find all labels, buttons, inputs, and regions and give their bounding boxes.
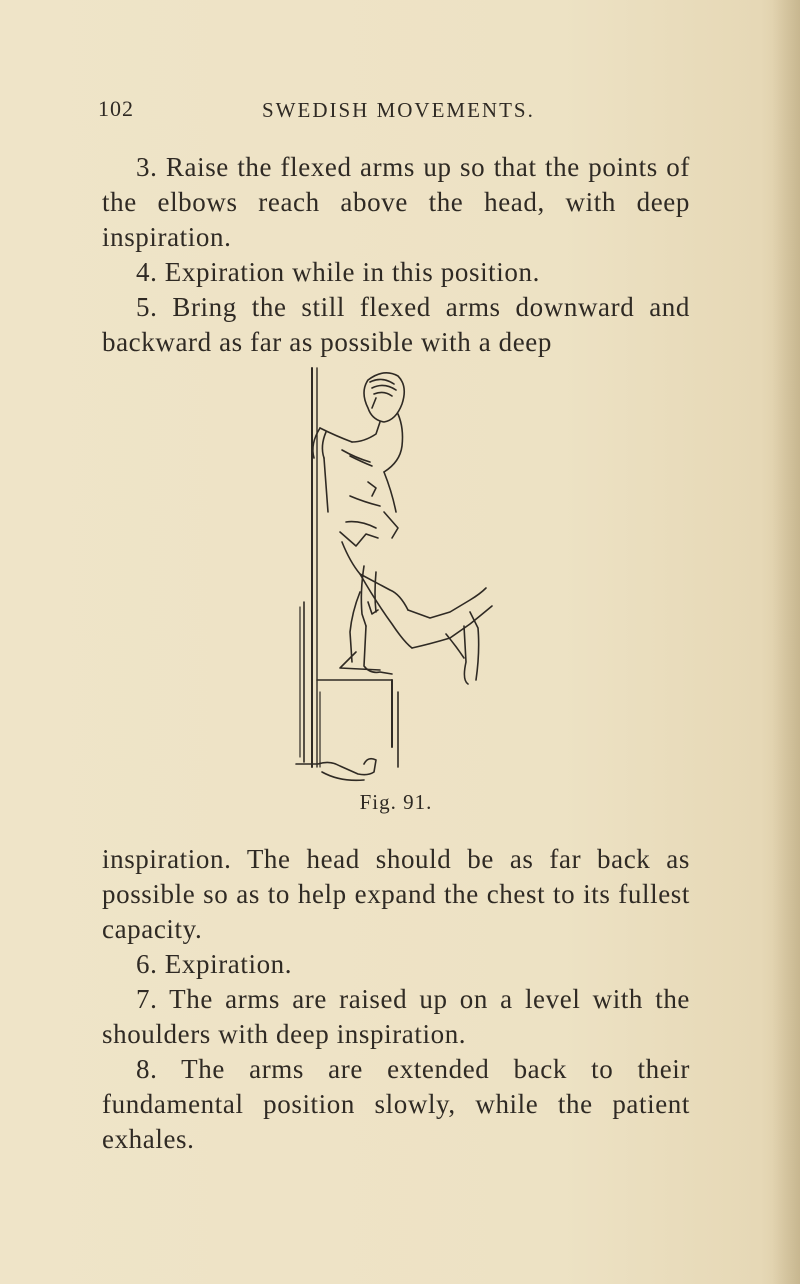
paragraph-step-6: 6. Expiration. [136, 949, 293, 979]
figure-caption [0, 790, 800, 815]
running-head: SWEDISH MOVEMENTS. [262, 98, 535, 122]
page-number: 102 [98, 96, 134, 121]
paragraph-step-3: 3. Raise the flexed arms up so that the points of the elbows reach above the head, with deep inspiration. [102, 152, 690, 252]
paragraph-continuation: inspiration. The head should be as far back as possible so as to help expand the chest to its fullest capacity. [102, 844, 690, 944]
text-block-bottom [102, 842, 690, 1157]
page-header [0, 96, 800, 136]
figure-caption-text: Fig. 91. [359, 790, 433, 814]
text-block-top [102, 150, 690, 360]
exercise-illustration [280, 362, 520, 792]
figure-illustration [280, 362, 520, 792]
paragraph-step-4: 4. Expiration while in this position. [136, 257, 540, 287]
paragraph-step-5: 5. Bring the still flexed arms downward and backward as far as possible with a deep [102, 292, 690, 357]
paragraph-step-8: 8. The arms are extended back to their fundamental position slowly, while the patient exhales. [102, 1054, 690, 1154]
page-edge-shadow [772, 0, 800, 1284]
paragraph-step-7: 7. The arms are raised up on a level with the shoulders with deep inspiration. [102, 984, 690, 1049]
